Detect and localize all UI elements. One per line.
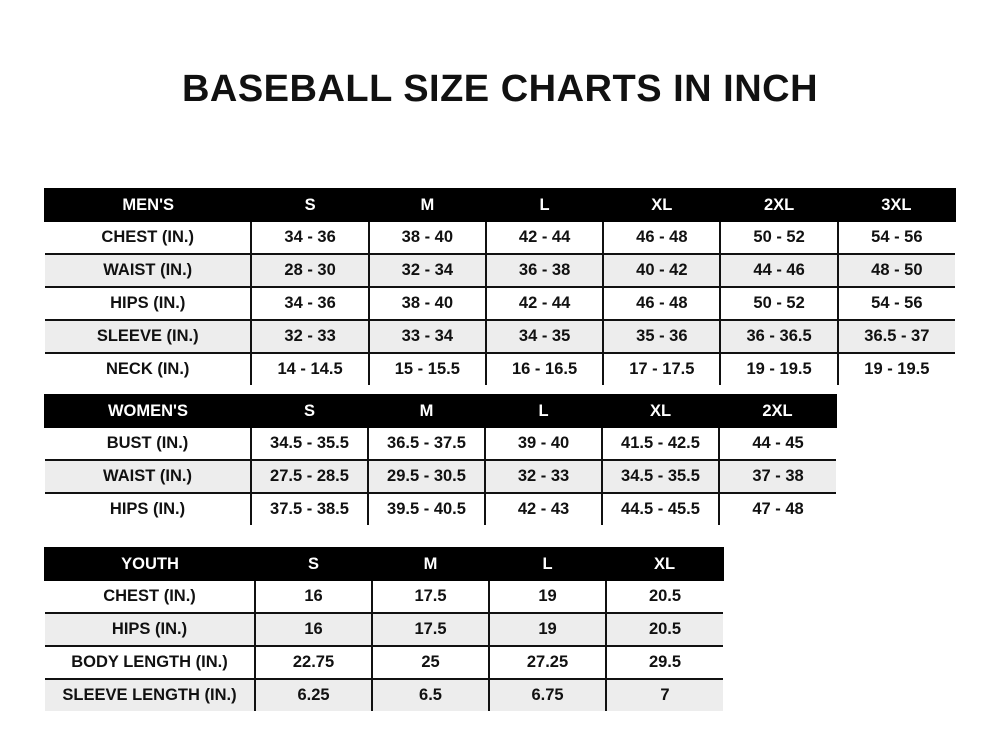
column-header: L <box>485 395 602 427</box>
cell: 19 - 19.5 <box>838 353 955 385</box>
column-header: M <box>372 548 489 580</box>
column-header: MEN'S <box>45 189 251 221</box>
row-label: SLEEVE (IN.) <box>45 320 251 353</box>
cell: 33 - 34 <box>369 320 486 353</box>
cell: 50 - 52 <box>720 221 837 254</box>
cell: 36 - 36.5 <box>720 320 837 353</box>
row-label: HIPS (IN.) <box>45 493 251 525</box>
cell: 40 - 42 <box>603 254 720 287</box>
cell: 29.5 <box>606 646 723 679</box>
page-title: BASEBALL SIZE CHARTS IN INCH <box>181 68 819 110</box>
mens-size-chart <box>44 188 956 385</box>
row-label: NECK (IN.) <box>45 353 251 385</box>
row-label: HIPS (IN.) <box>45 287 251 320</box>
cell: 41.5 - 42.5 <box>602 427 719 460</box>
row-label: HIPS (IN.) <box>45 613 255 646</box>
cell: 29.5 - 30.5 <box>368 460 485 493</box>
cell: 6.75 <box>489 679 606 711</box>
cell: 44.5 - 45.5 <box>602 493 719 525</box>
cell: 27.25 <box>489 646 606 679</box>
row-label: WAIST (IN.) <box>45 460 251 493</box>
cell: 36 - 38 <box>486 254 603 287</box>
table-row <box>45 646 723 679</box>
column-header: L <box>486 189 603 221</box>
column-header: S <box>251 395 368 427</box>
table-row <box>45 580 723 613</box>
cell: 34.5 - 35.5 <box>602 460 719 493</box>
cell: 25 <box>372 646 489 679</box>
table-row <box>45 460 836 493</box>
cell: 17.5 <box>372 580 489 613</box>
cell: 19 <box>489 613 606 646</box>
column-header: YOUTH <box>45 548 255 580</box>
column-header: XL <box>603 189 720 221</box>
row-label: CHEST (IN.) <box>45 221 251 254</box>
column-header: XL <box>602 395 719 427</box>
table-header-row <box>45 395 836 427</box>
cell: 32 - 33 <box>251 320 368 353</box>
cell: 17 - 17.5 <box>603 353 720 385</box>
cell: 37.5 - 38.5 <box>251 493 368 525</box>
cell: 34 - 36 <box>251 221 368 254</box>
table-row <box>45 679 723 711</box>
cell: 50 - 52 <box>720 287 837 320</box>
cell: 34 - 36 <box>251 287 368 320</box>
cell: 20.5 <box>606 580 723 613</box>
column-header: 3XL <box>838 189 955 221</box>
cell: 16 <box>255 613 372 646</box>
cell: 44 - 46 <box>720 254 837 287</box>
cell: 47 - 48 <box>719 493 836 525</box>
cell: 37 - 38 <box>719 460 836 493</box>
column-header: S <box>255 548 372 580</box>
cell: 34.5 - 35.5 <box>251 427 368 460</box>
cell: 34 - 35 <box>486 320 603 353</box>
cell: 42 - 43 <box>485 493 602 525</box>
row-label: WAIST (IN.) <box>45 254 251 287</box>
table-header-row <box>45 189 955 221</box>
table-row <box>45 254 955 287</box>
cell: 20.5 <box>606 613 723 646</box>
cell: 27.5 - 28.5 <box>251 460 368 493</box>
cell: 7 <box>606 679 723 711</box>
cell: 39.5 - 40.5 <box>368 493 485 525</box>
cell: 15 - 15.5 <box>369 353 486 385</box>
cell: 16 - 16.5 <box>486 353 603 385</box>
column-header: L <box>489 548 606 580</box>
cell: 16 <box>255 580 372 613</box>
cell: 19 - 19.5 <box>720 353 837 385</box>
cell: 38 - 40 <box>369 287 486 320</box>
cell: 42 - 44 <box>486 287 603 320</box>
cell: 39 - 40 <box>485 427 602 460</box>
cell: 46 - 48 <box>603 221 720 254</box>
table-row <box>45 353 955 385</box>
row-label: BODY LENGTH (IN.) <box>45 646 255 679</box>
column-header: WOMEN'S <box>45 395 251 427</box>
column-header: 2XL <box>719 395 836 427</box>
row-label: BUST (IN.) <box>45 427 251 460</box>
cell: 28 - 30 <box>251 254 368 287</box>
column-header: M <box>369 189 486 221</box>
column-header: 2XL <box>720 189 837 221</box>
row-label: CHEST (IN.) <box>45 580 255 613</box>
cell: 35 - 36 <box>603 320 720 353</box>
cell: 36.5 - 37 <box>838 320 955 353</box>
cell: 19 <box>489 580 606 613</box>
cell: 46 - 48 <box>603 287 720 320</box>
cell: 17.5 <box>372 613 489 646</box>
column-header: M <box>368 395 485 427</box>
column-header: S <box>251 189 368 221</box>
cell: 42 - 44 <box>486 221 603 254</box>
cell: 6.5 <box>372 679 489 711</box>
row-label: SLEEVE LENGTH (IN.) <box>45 679 255 711</box>
column-header: XL <box>606 548 723 580</box>
cell: 54 - 56 <box>838 221 955 254</box>
table-row <box>45 221 955 254</box>
table-row <box>45 493 836 525</box>
cell: 38 - 40 <box>369 221 486 254</box>
youth-size-chart <box>44 547 724 711</box>
cell: 32 - 33 <box>485 460 602 493</box>
cell: 54 - 56 <box>838 287 955 320</box>
table-row <box>45 287 955 320</box>
womens-size-chart <box>44 394 837 525</box>
table-row <box>45 427 836 460</box>
table-row <box>45 613 723 646</box>
table-row <box>45 320 955 353</box>
cell: 22.75 <box>255 646 372 679</box>
cell: 32 - 34 <box>369 254 486 287</box>
cell: 44 - 45 <box>719 427 836 460</box>
cell: 14 - 14.5 <box>251 353 368 385</box>
cell: 36.5 - 37.5 <box>368 427 485 460</box>
cell: 48 - 50 <box>838 254 955 287</box>
table-header-row <box>45 548 723 580</box>
cell: 6.25 <box>255 679 372 711</box>
